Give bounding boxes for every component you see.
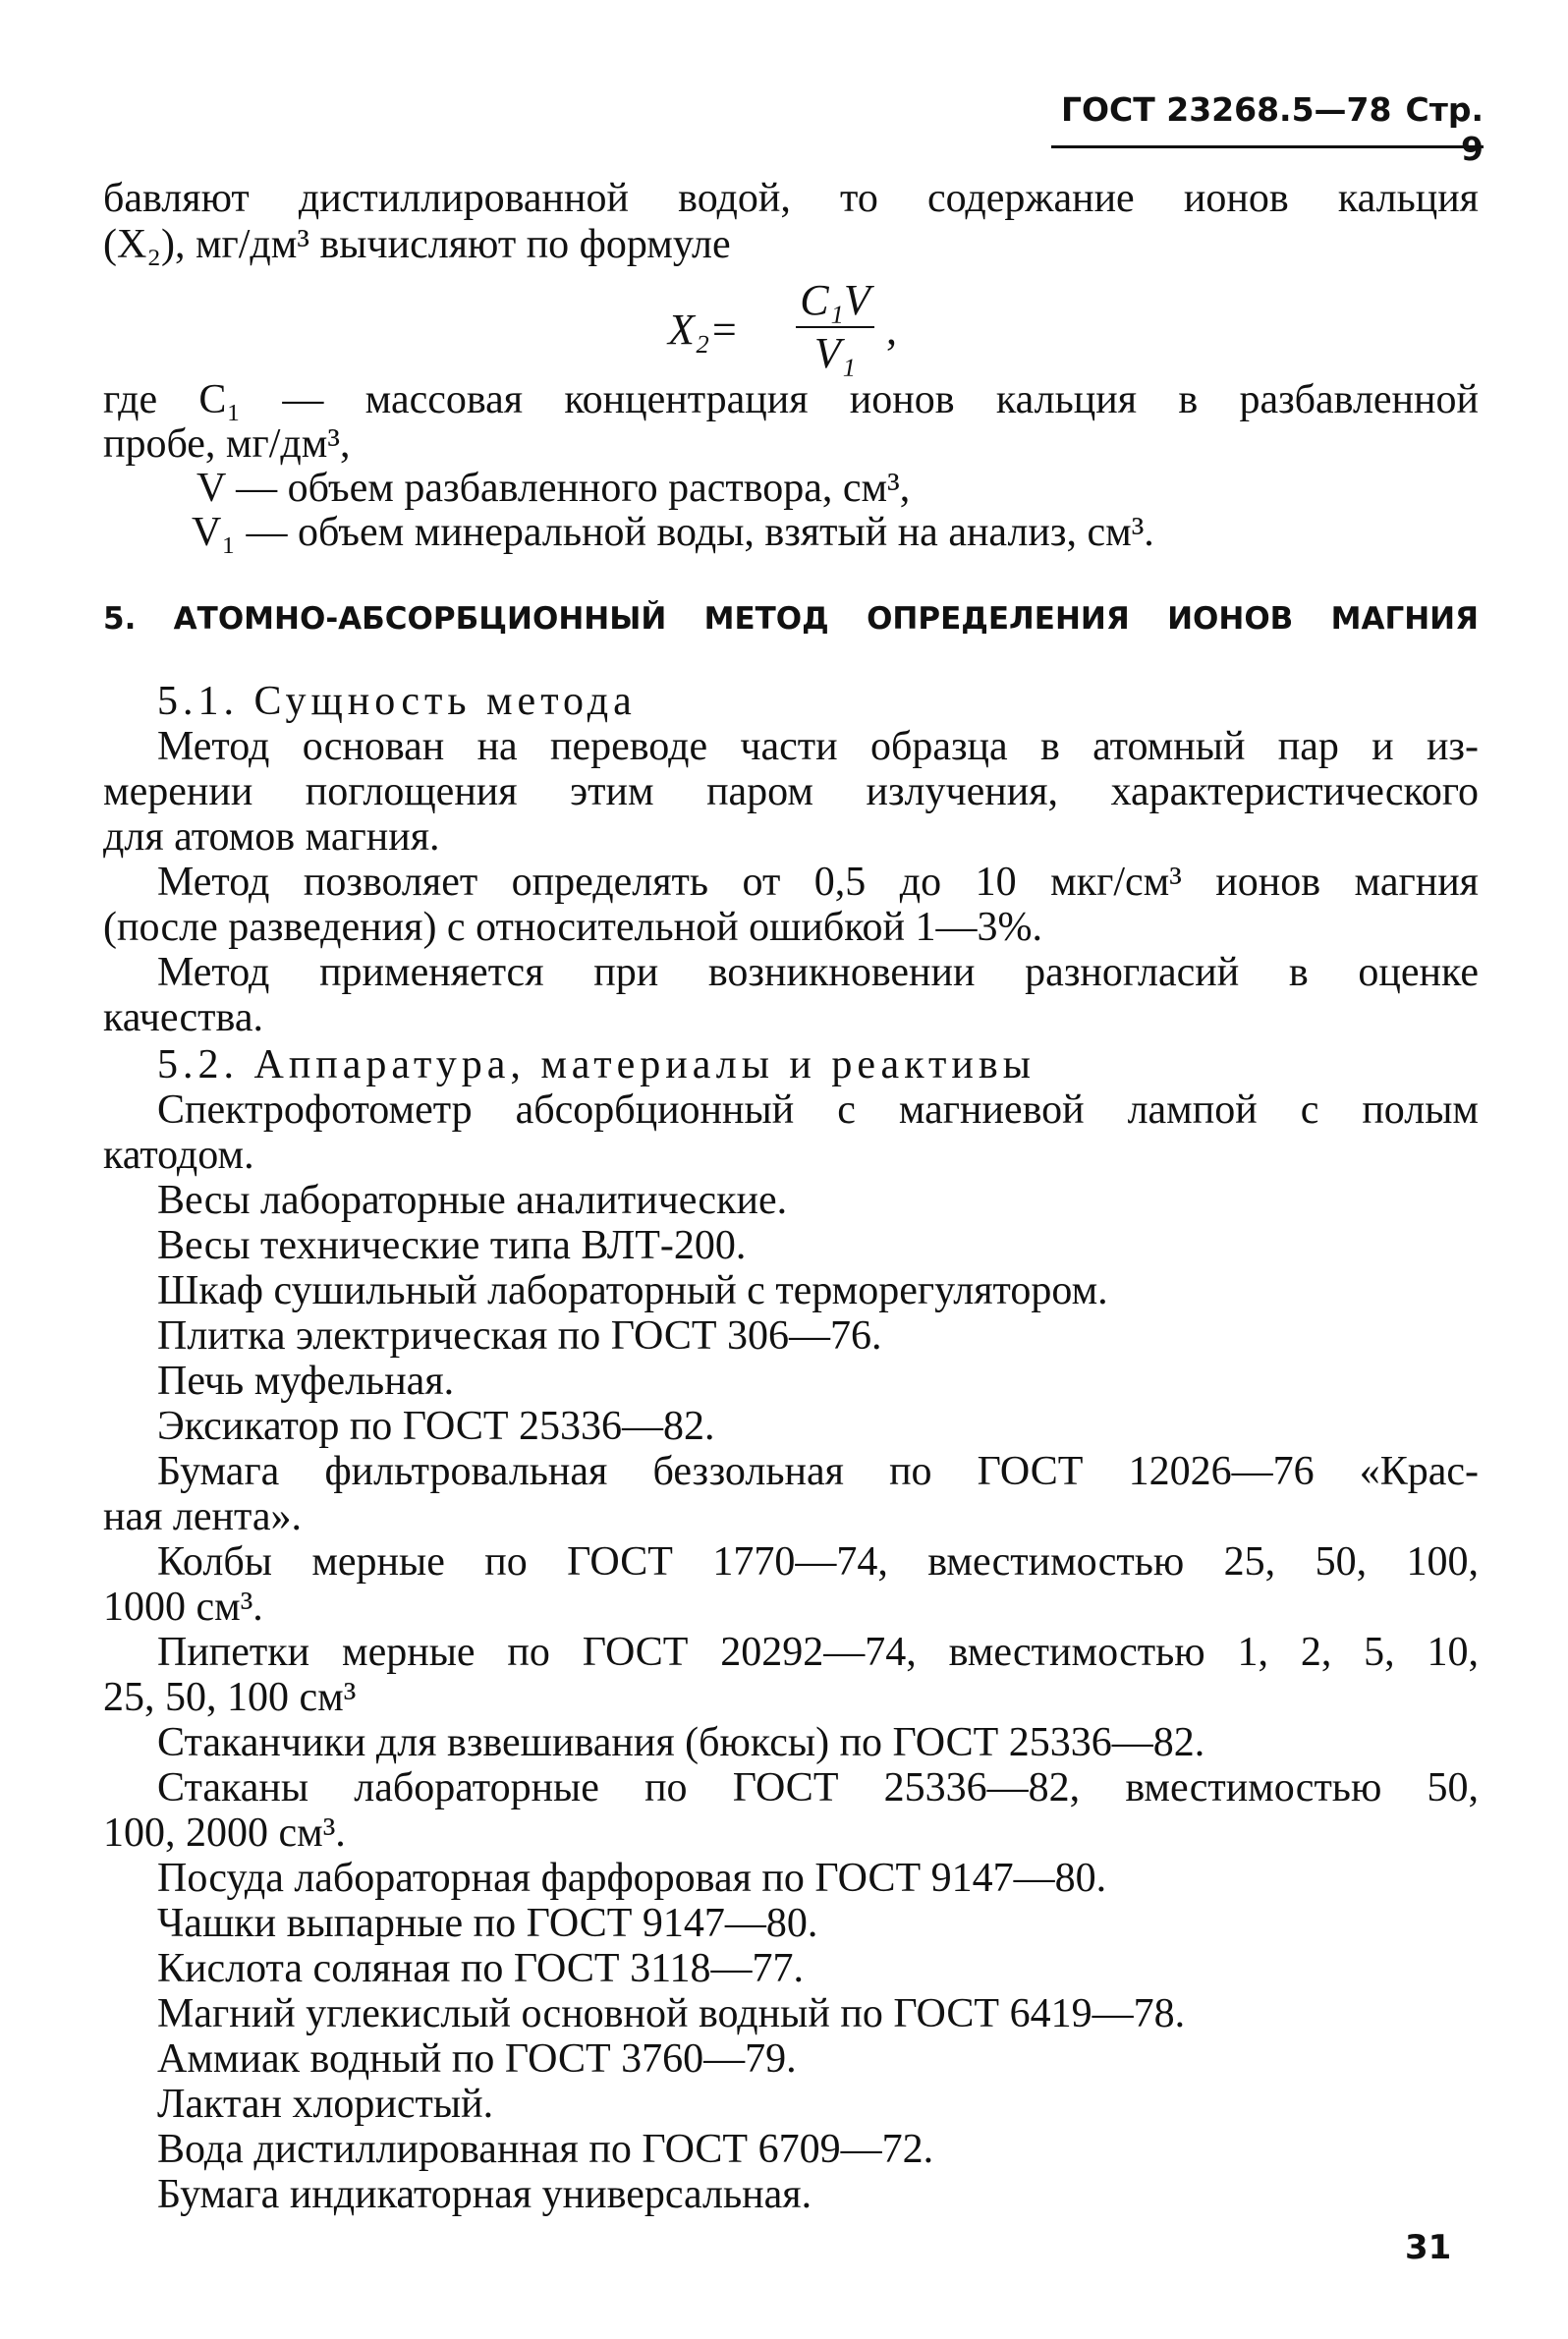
subsection-title-5-2: 5.2. Аппаратура, материалы и реактивы bbox=[157, 1042, 1036, 1087]
formula-numerator: C₁V bbox=[800, 276, 870, 324]
equipment-item: Магний углекислый основной водный по ГОСТ 6419—78. bbox=[157, 1991, 1186, 2036]
equipment-item-line: ная лента». bbox=[103, 1494, 303, 1539]
equipment-item: Вода дистиллированная по ГОСТ 6709—72. bbox=[157, 2127, 934, 2172]
paragraph-5-1-b-line-2: (после разведения) с относительной ошибкой 1—3%. bbox=[103, 905, 1042, 950]
equipment-item: Стаканчики для взвешивания (бюксы) по ГОСТ 25336—82. bbox=[157, 1720, 1205, 1765]
equipment-item-line: 25, 50, 100 см³ bbox=[103, 1675, 357, 1720]
equipment-item-line: Пипетки мерные по ГОСТ 20292—74, вместимостью 1, 2, 5, 10, bbox=[157, 1630, 1479, 1675]
equipment-item: Плитка электрическая по ГОСТ 306—76. bbox=[157, 1313, 882, 1359]
equipment-item: Посуда лабораторная фарфоровая по ГОСТ 9147—80. bbox=[157, 1856, 1107, 1901]
formula-comma: , bbox=[886, 306, 897, 354]
equipment-item: Аммиак водный по ГОСТ 3760—79. bbox=[157, 2036, 797, 2082]
intro-line-1: бавляют дистиллированной водой, то содержание ионов кальция bbox=[103, 176, 1479, 221]
definition-c1-line-1: где C₁ — массовая концентрация ионов кальция в разбавленной bbox=[103, 377, 1479, 422]
equipment-item: Лактан хлористый. bbox=[157, 2082, 494, 2127]
formula-fraction bbox=[796, 277, 874, 377]
paragraph-5-1-a-line-2: мерении поглощения этим паром излучения, характеристического bbox=[103, 769, 1479, 814]
definition-c1-line-2: пробе, мг/дм³, bbox=[103, 421, 351, 467]
equipment-item-line: 100, 2000 см³. bbox=[103, 1810, 346, 1856]
formula bbox=[668, 277, 963, 385]
section-heading: 5. АТОМНО-АБСОРБЦИОННЫЙ МЕТОД ОПРЕДЕЛЕНИЯ ИОНОВ МАГНИЯ bbox=[103, 601, 1479, 637]
equipment-item-line: Колбы мерные по ГОСТ 1770—74, вместимостью 25, 50, 100, bbox=[157, 1539, 1479, 1585]
fraction-bar bbox=[796, 326, 874, 328]
formula-denominator: V₁ bbox=[813, 329, 857, 377]
equipment-item: Чашки выпарные по ГОСТ 9147—80. bbox=[157, 1901, 818, 1946]
equipment-item: Печь муфельная. bbox=[157, 1359, 455, 1404]
paragraph-5-1-a-line-1: Метод основан на переводе части образца в атомный пар и из- bbox=[157, 724, 1479, 769]
equipment-item-line: Стаканы лабораторные по ГОСТ 25336—82, вместимостью 50, bbox=[157, 1765, 1479, 1810]
definition-v: V — объем разбавленного раствора, см³, bbox=[196, 466, 911, 511]
page-label: Стр. 9 bbox=[1405, 90, 1484, 168]
equipment-item: Шкаф сушильный лабораторный с терморегулятором. bbox=[157, 1268, 1108, 1313]
equipment-item: Весы лабораторные аналитические. bbox=[157, 1178, 788, 1223]
equipment-item: Кислота соляная по ГОСТ 3118—77. bbox=[157, 1946, 805, 1991]
equipment-item: Эксикатор по ГОСТ 25336—82. bbox=[157, 1404, 715, 1449]
intro-line-2: (X₂), мг/дм³ вычисляют по формуле bbox=[103, 222, 731, 267]
paragraph-5-1-c-line-2: качества. bbox=[103, 995, 263, 1040]
page-header bbox=[1051, 90, 1484, 168]
equipment-item-line: катодом. bbox=[103, 1133, 254, 1178]
formula-lhs: X₂= bbox=[668, 306, 739, 354]
definition-v1: V₁ — объем минеральной воды, взятый на анализ, см³. bbox=[192, 510, 1154, 555]
standard-number: ГОСТ 23268.5—78 bbox=[1060, 90, 1392, 129]
paragraph-5-1-c-line-1: Метод применяется при возникновении разногласий в оценке bbox=[157, 950, 1479, 995]
equipment-item-line: 1000 см³. bbox=[103, 1585, 263, 1630]
equipment-item-line: Спектрофотометр абсорбционный с магниевой лампой с полым bbox=[157, 1087, 1479, 1133]
paragraph-5-1-b-line-1: Метод позволяет определять от 0,5 до 10 мкг/см³ ионов магния bbox=[157, 860, 1479, 905]
equipment-item-line: Бумага фильтровальная беззольная по ГОСТ 12026—76 «Крас- bbox=[157, 1449, 1479, 1494]
page-number: 31 bbox=[1405, 2228, 1452, 2267]
equipment-item: Весы технические типа ВЛТ-200. bbox=[157, 1223, 747, 1268]
paragraph-5-1-a-line-3: для атомов магния. bbox=[103, 814, 440, 860]
equipment-item: Бумага индикаторная универсальная. bbox=[157, 2172, 812, 2217]
subsection-title-5-1: 5.1. Сущность метода bbox=[157, 679, 637, 724]
